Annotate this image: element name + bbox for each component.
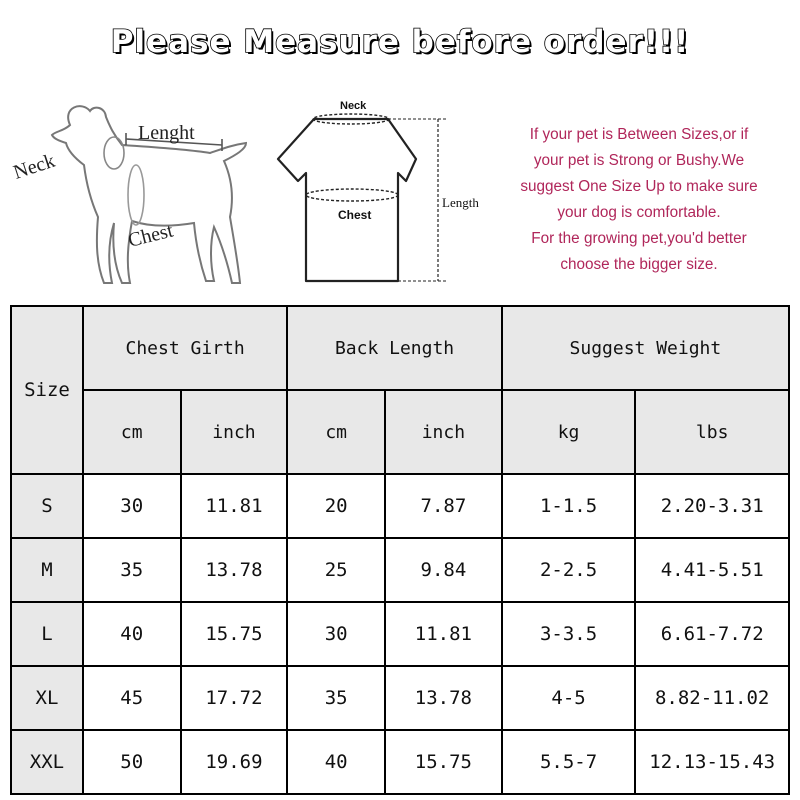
table-cell: 40 <box>83 602 181 666</box>
table-cell: 25 <box>287 538 385 602</box>
table-row <box>11 538 789 602</box>
table-cell: 4.41-5.51 <box>635 538 789 602</box>
table-cell: 5.5-7 <box>502 730 636 794</box>
table-cell: 15.75 <box>385 730 502 794</box>
table-cell: 3-3.5 <box>502 602 636 666</box>
size-header: Size <box>11 306 83 474</box>
table-cell: 12.13-15.43 <box>635 730 789 794</box>
unit-header: cm <box>287 390 385 474</box>
dog-length-label: Lenght <box>138 122 195 144</box>
table-cell: 15.75 <box>181 602 288 666</box>
table-cell: 20 <box>287 474 385 538</box>
advice-line: If your pet is Between Sizes,or if <box>529 126 749 143</box>
table-row <box>11 474 789 538</box>
shirt-measurement-illustration <box>270 95 495 290</box>
chest-loop <box>128 165 144 225</box>
table-cell: 35 <box>83 538 181 602</box>
table-cell: 35 <box>287 666 385 730</box>
size-cell: S <box>11 474 83 538</box>
table-cell: 11.81 <box>385 602 502 666</box>
table-cell: 30 <box>287 602 385 666</box>
table-cell: 40 <box>287 730 385 794</box>
table-cell: 2-2.5 <box>502 538 636 602</box>
unit-header: inch <box>385 390 502 474</box>
table-cell: 9.84 <box>385 538 502 602</box>
dog-chest-label: Chest <box>125 219 176 252</box>
shirt-neck-label: Neck <box>340 100 367 112</box>
table-cell: 17.72 <box>181 666 288 730</box>
size-cell: M <box>11 538 83 602</box>
advice-line: your dog is comfortable. <box>557 204 721 221</box>
back-length-header: Back Length <box>287 306 501 390</box>
unit-header: lbs <box>635 390 789 474</box>
advice-line: choose the bigger size. <box>560 256 718 273</box>
chest-girth-header: Chest Girth <box>83 306 287 390</box>
shirt-outline <box>278 119 416 281</box>
shirt-length-label: Length <box>442 195 479 210</box>
unit-header: cm <box>83 390 181 474</box>
size-chart-table <box>10 305 790 795</box>
unit-header: inch <box>181 390 288 474</box>
table-cell: 13.78 <box>385 666 502 730</box>
table-cell: 13.78 <box>181 538 288 602</box>
shirt-chest-label: Chest <box>338 208 372 222</box>
table-cell: 11.81 <box>181 474 288 538</box>
table-cell: 1-1.5 <box>502 474 636 538</box>
size-cell: L <box>11 602 83 666</box>
table-row <box>11 730 789 794</box>
advice-line: For the growing pet,you'd better <box>531 230 747 247</box>
table-cell: 4-5 <box>502 666 636 730</box>
suggest-weight-header: Suggest Weight <box>502 306 789 390</box>
table-cell: 7.87 <box>385 474 502 538</box>
dog-measurement-illustration <box>10 95 260 295</box>
table-row <box>11 602 789 666</box>
table-row <box>11 666 789 730</box>
size-cell: XL <box>11 666 83 730</box>
sizing-advice <box>496 122 782 278</box>
table-cell: 2.20-3.31 <box>635 474 789 538</box>
advice-line: suggest One Size Up to make sure <box>520 178 758 195</box>
unit-header: kg <box>502 390 636 474</box>
table-cell: 19.69 <box>181 730 288 794</box>
table-cell: 45 <box>83 666 181 730</box>
table-cell: 8.82-11.02 <box>635 666 789 730</box>
neck-loop <box>104 137 124 169</box>
page-title: Please Measure before order!!! <box>110 24 690 60</box>
size-cell: XXL <box>11 730 83 794</box>
table-cell: 50 <box>83 730 181 794</box>
table-cell: 30 <box>83 474 181 538</box>
dog-neck-label: Neck <box>10 149 58 184</box>
table-cell: 6.61-7.72 <box>635 602 789 666</box>
advice-line: your pet is Strong or Bushy.We <box>533 152 745 169</box>
